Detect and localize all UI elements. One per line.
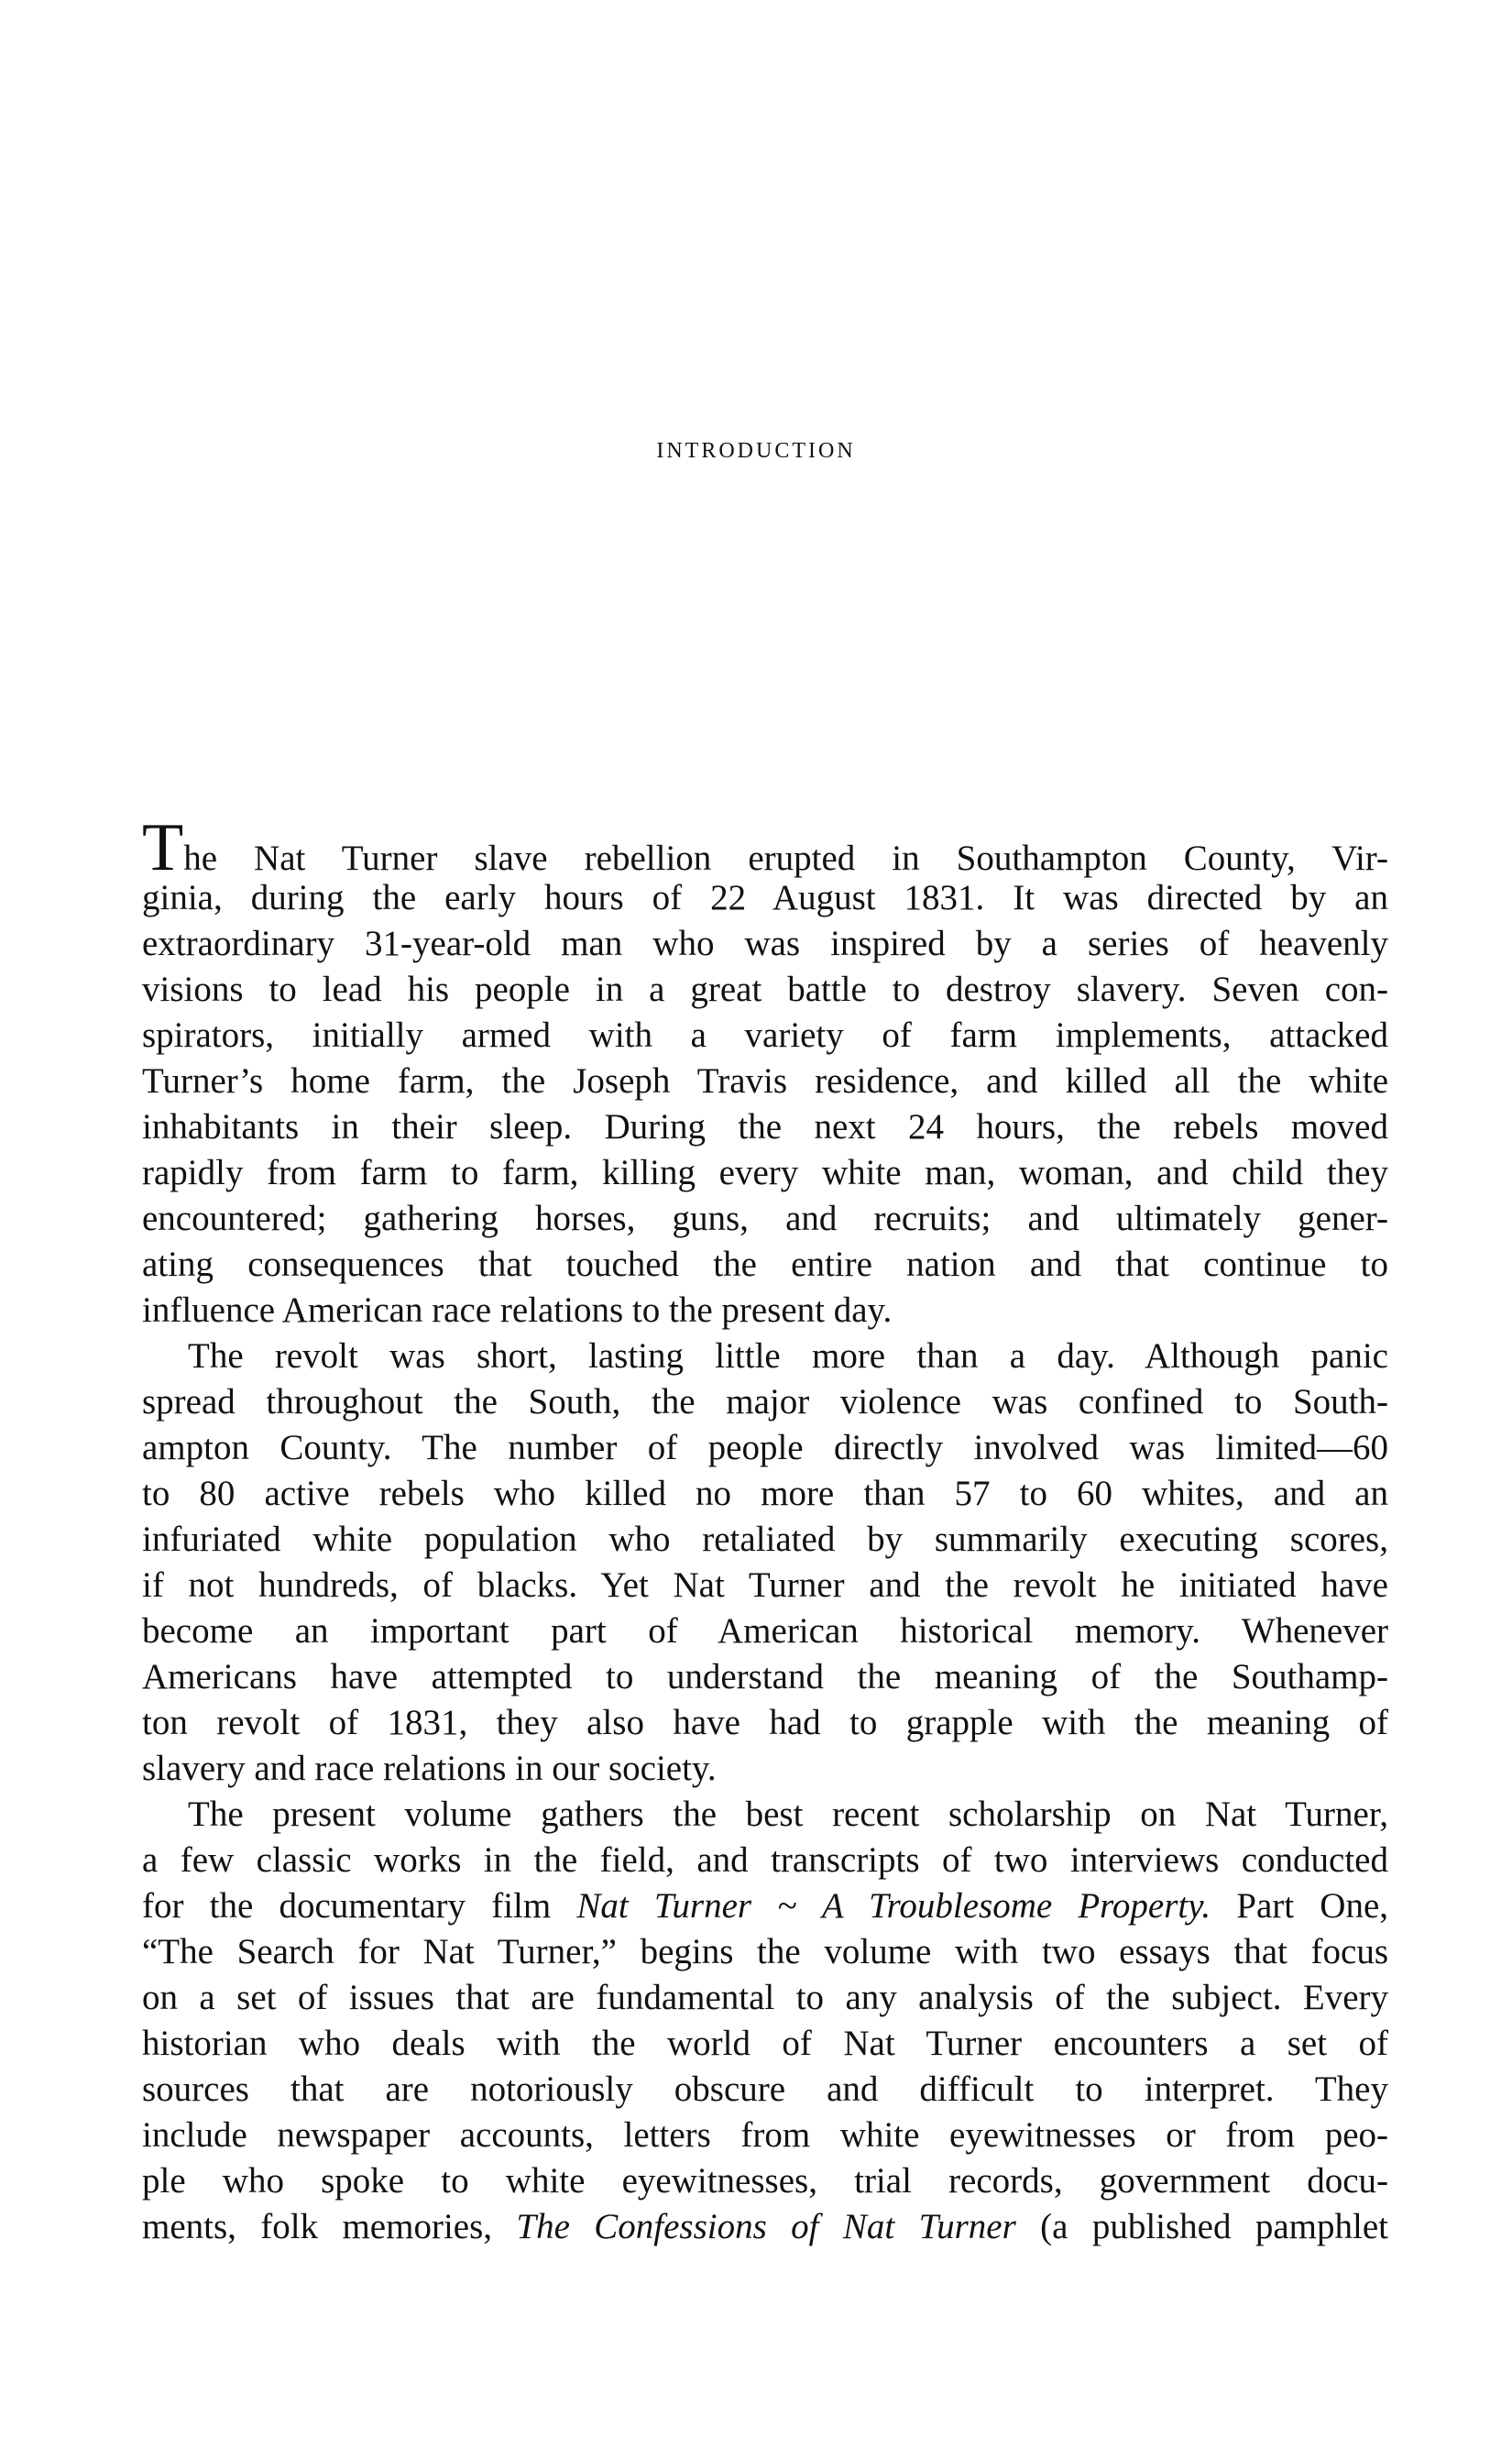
text-line: “The Search for Nat Turner,” begins the volume with two essays that focus: [142, 1932, 1388, 1971]
text-line: encountered; gathering horses, guns, and recruits; and ultimately gener-: [142, 1199, 1388, 1238]
text-line: include newspaper accounts, letters from white eyewitnesses or from peo-: [142, 2115, 1388, 2155]
text-line: ments, folk memories, The Confessions of Nat Turner (a published pamphlet: [142, 2207, 1388, 2246]
text-line: sources that are notoriously obscure and difficult to interpret. They: [142, 2069, 1388, 2109]
text-line: ton revolt of 1831, they also have had to grapple with the meaning of: [142, 1703, 1388, 1742]
chapter-heading: introduction: [656, 431, 856, 465]
text-line: influence American race relations to the present day.: [142, 1290, 893, 1330]
text-line: spread throughout the South, the major violence was confined to South-: [142, 1382, 1388, 1422]
text-line: Turner’s home farm, the Joseph Travis residence, and killed all the white: [142, 1061, 1388, 1101]
text-line: ampton County. The number of people directly involved was limited—60: [142, 1428, 1388, 1467]
text-line: spirators, initially armed with a variety of farm implements, attacked: [142, 1015, 1388, 1055]
text-line: on a set of issues that are fundamental to any analysis of the subject. Every: [142, 1978, 1388, 2017]
text-line: The present volume gathers the best recent scholarship on Nat Turner,: [188, 1795, 1388, 1834]
text-line: if not hundreds, of blacks. Yet Nat Turner and the revolt he initiated have: [142, 1565, 1388, 1605]
paragraph-2: [142, 1334, 1388, 1792]
drop-cap: T: [142, 810, 184, 885]
paragraph-3: [142, 1792, 1388, 2250]
text-line: The revolt was short, lasting little more than a day. Although panic: [188, 1336, 1388, 1376]
text-line: ginia, during the early hours of 22 August 1831. It was directed by an: [142, 878, 1388, 917]
body-text: [142, 810, 1389, 2250]
text-line: for the documentary film Nat Turner ~ A Troublesome Property. Part One,: [142, 1886, 1389, 1926]
text-line: historian who deals with the world of Nat Turner encounters a set of: [142, 2024, 1388, 2063]
text-line: The Nat Turner slave rebellion erupted in Southampton County, Vir-: [142, 810, 1388, 885]
book-title: The Confessions of Nat Turner: [516, 2207, 1016, 2246]
text-line: infuriated white population who retaliated by summarily executing scores,: [142, 1520, 1388, 1559]
text-line: ple who spoke to white eyewitnesses, trial records, government docu-: [142, 2161, 1388, 2201]
text-line: a few classic works in the field, and transcripts of two interviews conducted: [142, 1840, 1388, 1880]
text-line: visions to lead his people in a great battle to destroy slavery. Seven con-: [142, 970, 1388, 1009]
text-line: slavery and race relations in our society.: [142, 1749, 717, 1788]
text-line: to 80 active rebels who killed no more than 57 to 60 whites, and an: [142, 1474, 1388, 1513]
text-line: Americans have attempted to understand the meaning of the Southamp-: [142, 1657, 1388, 1696]
text-line: rapidly from farm to farm, killing every white man, woman, and child they: [142, 1153, 1388, 1192]
text-line: inhabitants in their sleep. During the next 24 hours, the rebels moved: [142, 1107, 1388, 1147]
text-line: ating consequences that touched the entire nation and that continue to: [142, 1245, 1388, 1284]
text-line: extraordinary 31-year-old man who was inspired by a series of heavenly: [142, 924, 1388, 963]
paragraph-1: [142, 810, 1388, 1334]
film-title: Nat Turner ~ A Troublesome Property.: [576, 1886, 1211, 1926]
text-line: become an important part of American historical memory. Whenever: [142, 1611, 1388, 1651]
